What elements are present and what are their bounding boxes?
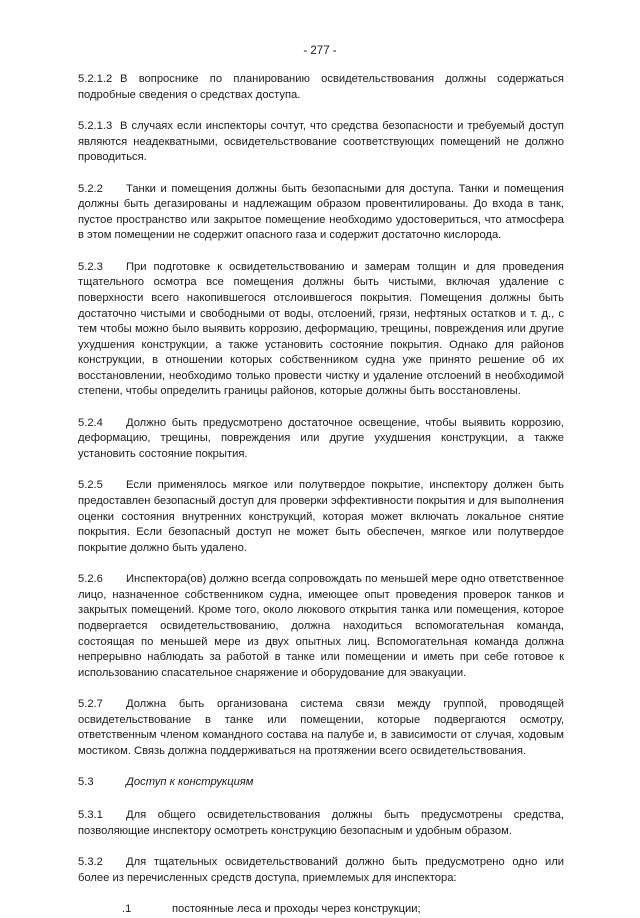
document-body xyxy=(78,72,564,918)
paragraph-text: Для тщательных освидетельствований должно быть предусмотрено одно или более из перечисленных средств доступа, приемлемых для инспектора: xyxy=(78,855,564,884)
paragraph-5-3-1 xyxy=(78,808,564,839)
section-heading-5-3 xyxy=(78,775,564,791)
paragraph-number: 5.2.3 xyxy=(78,260,103,273)
paragraph-5-2-2 xyxy=(78,182,564,244)
paragraph-5-3-2 xyxy=(78,855,564,886)
paragraph-text: Если применялось мягкое или полутвердое покрытие, инспектору должен быть предоставлен безопасный доступ для проверки эффективности покрытия и для выполнения оценки состояния внутренних конструкций, которая может включать локальное снятие покрытия. Если безопасный доступ не может быть обеспечен, мягкое или полутвердое покрытие должно быть удалено. xyxy=(78,479,564,554)
paragraph-text: Танки и помещения должны быть безопасными для доступа. Танки и помещения должны быть дегазированы и надлежащим образом провентилированы. До входа в танк, пустое пространство или закрытое помещение необходимо удостовериться, что атмосфера в этом помещении не содержит опасного газа и содержит достаточно кислорода. xyxy=(78,182,564,242)
paragraph-5-2-4 xyxy=(78,416,564,463)
list-item-text: постоянные леса и проходы через конструкции; xyxy=(172,902,421,915)
paragraph-number: 5.2.5 xyxy=(78,479,103,492)
paragraph-text: В случаях если инспекторы сочтут, что средства безопасности и требуемый доступ являются неадекватными, освидетельствование соответствующих помещений не должно проводиться. xyxy=(78,119,564,164)
paragraph-text: В вопроснике по планированию освидетельствования должны содержаться подробные сведения о средствах доступа. xyxy=(78,73,564,101)
paragraph-text: Инспектора(ов) должно всегда сопровождать по меньшей мере одно ответственное лицо, назначенное собственником судна, имеющее опыт проведения проверок танков и закрытых помещений. Кроме того, около люкового открытия танка или помещения, которое подвергается освидетельствованию, должна находиться вспомогательная команда, состоящая по меньшей мере из двух опытных лиц. Вспомогательная команда должна непрерывно наблюдать за работой в танке или помещении и иметь при себе готовое к использованию спасательное снаряжение и оборудование для эвакуации. xyxy=(78,573,564,679)
paragraph-number: 5.2.7 xyxy=(78,698,103,711)
paragraph-5-2-3 xyxy=(78,260,564,400)
paragraph-number: 5.2.1.2 xyxy=(78,73,113,85)
paragraph-text: Для общего освидетельствования должны быть предусмотрены средства, позволяющие инспектору осмотреть конструкцию безопасным и удобным образом. xyxy=(78,808,564,837)
page-number: - 277 - xyxy=(303,45,337,57)
section-number: 5.3 xyxy=(78,776,94,789)
section-title: Доступ к конструкциям xyxy=(126,776,254,789)
list-marker: .1 xyxy=(122,902,132,915)
paragraph-5-2-5 xyxy=(78,478,564,556)
list-item-1 xyxy=(78,902,564,918)
paragraph-number: 5.3.1 xyxy=(78,808,103,821)
paragraph-number: 5.2.2 xyxy=(78,182,103,195)
paragraph-5-2-6 xyxy=(78,572,564,681)
paragraph-text: Должна быть организована система связи между группой, проводящей освидетельствование в танке или помещении, которые подвергаются осмотру, ответственным членом командного состава на палубе и, в зависимости от случая, ходовым мостиком. Связь должна поддерживаться на протяжении всего освидетельствования. xyxy=(78,698,564,757)
paragraph-number: 5.2.1.3 xyxy=(78,119,113,132)
paragraph-number: 5.3.2 xyxy=(78,855,103,868)
paragraph-text: При подготовке к освидетельствованию и замерам толщин и для проведения тщательного осмотра все помещения должны быть чистыми, включая удаление с поверхности всего накопившегося отслоившегося покрытия. Помещения должны быть достаточно чистыми и свободными от воды, отслоений, грязи, нефтяных остатков и т. д., с тем чтобы можно было выявить коррозию, деформацию, трещины, повреждения или другие ухудшения конструкции, а также установить состояние покрытия. Однако для районов конструкции, в отношении которых собственником судна уже принято решение об их восстановлении, необходимо только провести чистку и удаление отслоений в необходимой степени, чтобы определить границы районов, которые должны быть восстановлены. xyxy=(78,260,564,398)
paragraph-5-2-1-3 xyxy=(78,119,564,166)
paragraph-5-2-1-2 xyxy=(78,72,564,103)
paragraph-number: 5.2.6 xyxy=(78,573,103,586)
paragraph-number: 5.2.4 xyxy=(78,416,103,429)
paragraph-5-2-7 xyxy=(78,697,564,759)
paragraph-text: Должно быть предусмотрено достаточное освещение, чтобы выявить коррозию, деформацию, трещины, повреждения или другие ухудшения конструкции, а также установить состояние покрытия. xyxy=(78,416,564,461)
